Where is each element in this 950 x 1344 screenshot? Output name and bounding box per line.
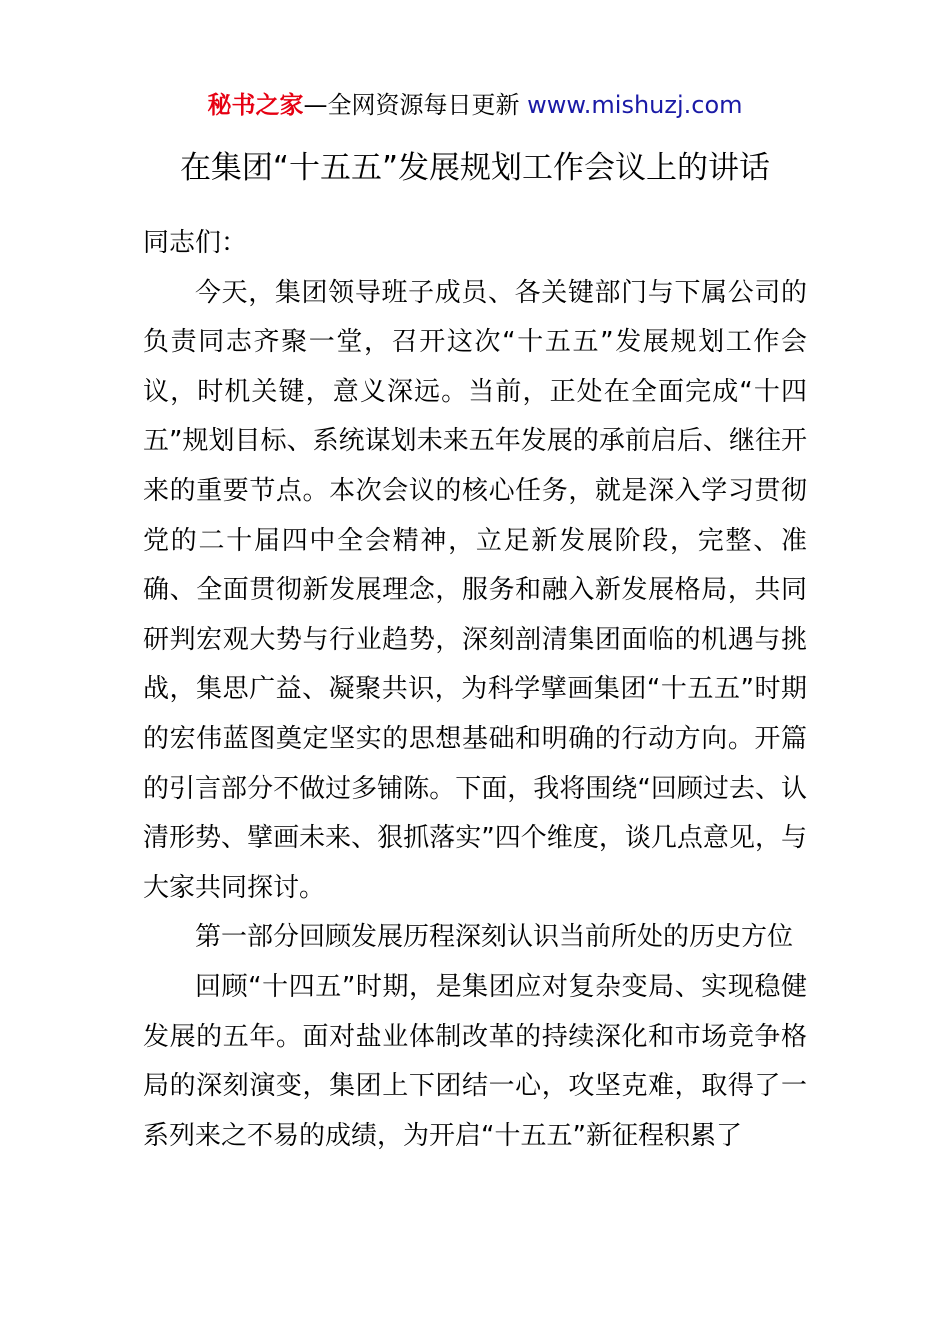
- site-header: [0, 88, 950, 122]
- section-heading-part-one: 第一部分回顾发展历程深刻认识当前所处的历史方位: [195, 922, 794, 953]
- salutation: 同志们：: [143, 228, 248, 258]
- document-body: [143, 219, 807, 1161]
- site-url-link[interactable]: www.mishuzj.com: [527, 91, 743, 119]
- site-brand: 秘书之家: [207, 91, 304, 119]
- paragraph-intro: 今天，集团领导班子成员、各关键部门与下属公司的负责同志齐聚一堂，召开这次“十五五”发展规划工作会议，时机关键，意义深远。当前，正处在全面完成“十四五”规划目标、系统谋划未来五年发展的承前启后、继往开来的重要节点。本次会议的核心任务，就是深入学习贯彻党的二十届四中全会精神，立足新发展阶段，完整、准确、全面贯彻新发展理念，服务和融入新发展格局，共同研判宏观大势与行业趋势，深刻剖清集团面临的机遇与挑战，集思广益、凝聚共识，为科学擘画集团“十五五”时期的宏伟蓝图奠定坚实的思想基础和明确的行动方向。开篇的引言部分不做过多铺陈。下面，我将围绕“回顾过去、认清形势、擘画未来、狠抓落实”四个维度，谈几点意见，与大家共同探讨。: [143, 277, 807, 903]
- paragraph-review: 回顾“十四五”时期，是集团应对复杂变局、实现稳健发展的五年。面对盐业体制改革的持续深化和市场竞争格局的深刻演变，集团上下团结一心，攻坚克难，取得了一系列来之不易的成绩，为开启“十五五”新征程积累了: [143, 971, 807, 1151]
- document-title: 在集团“十五五”发展规划工作会议上的讲话: [179, 150, 771, 186]
- site-tagline: —全网资源每日更新: [303, 91, 528, 119]
